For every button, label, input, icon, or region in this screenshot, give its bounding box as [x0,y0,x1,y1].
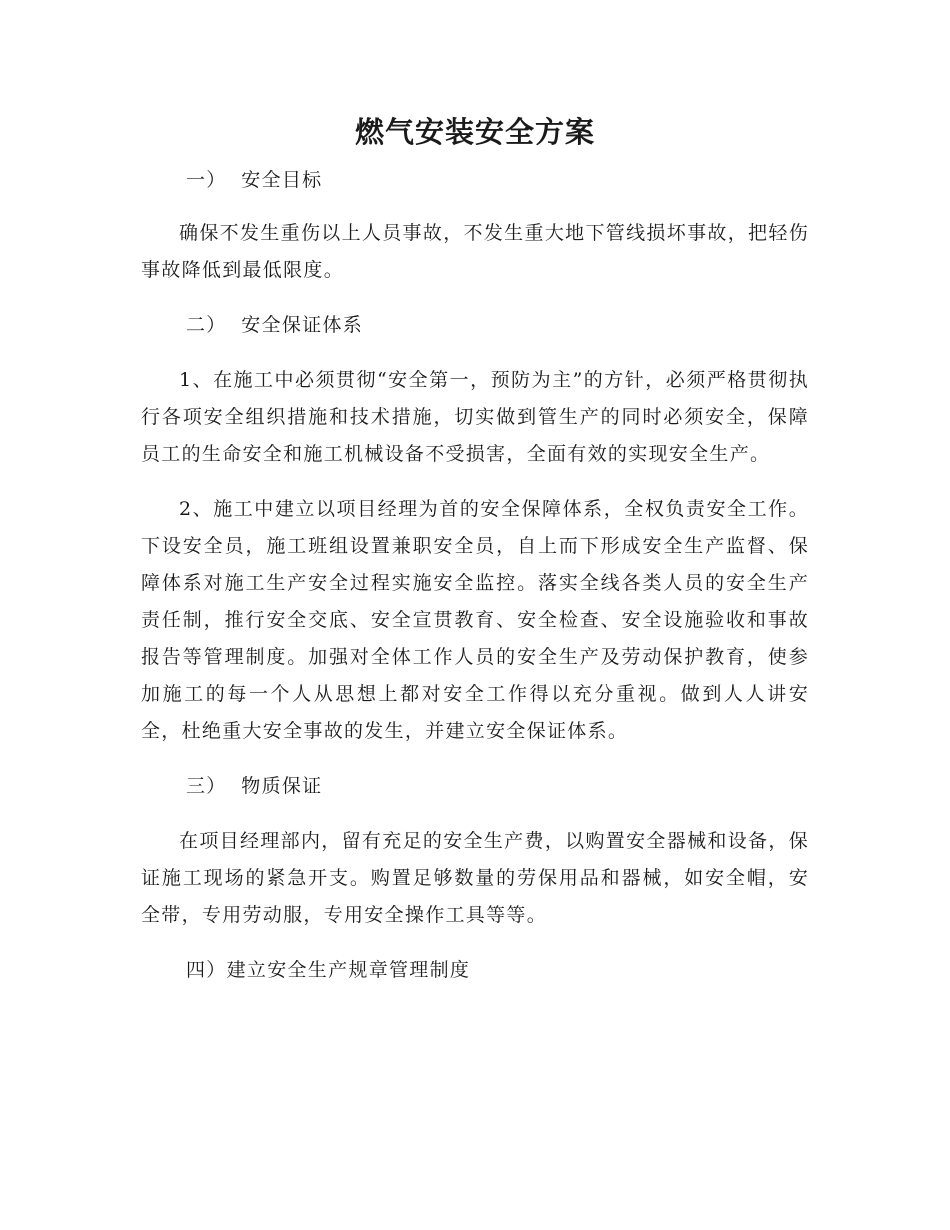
section-heading-material-guarantee: 三） 物质保证 [186,775,323,797]
paragraph-guarantee-1: 1、在施工中必须贯彻“安全第一，预防为主”的方针，必须严格贯彻执行各项安全组织措施和技术措施，切实做到管生产的同时必须安全，保障员工的生命安全和施工机械设备不受损害，全面有效的实现安全生产。 [141,369,809,465]
section-heading-safety-guarantee-system: 二） 安全保证体系 [186,314,364,336]
document-body [141,162,809,989]
paragraph-guarantee-2: 2、施工中建立以项目经理为首的安全保障体系，全权负责安全工作。下设安全员，施工班组设置兼职安全员，自上而下形成安全生产监督、保障体系对施工生产安全过程实施安全监控。落实全线各类人员的安全生产责任制，推行安全交底、安全宣贯教育、安全检查、安全设施验收和事故报告等管理制度。加强对全体工作人员的安全生产及劳动保护教育，使参加施工的每一个人从思想上都对安全工作得以充分重视。做到人人讲安全，杜绝重大安全事故的发生，并建立安全保证体系。 [141,498,809,742]
document-title: 燃气安装安全方案 [354,115,595,149]
section-heading-management-rules: 四）建立安全生产规章管理制度 [186,959,471,981]
paragraph-safety-goal: 确保不发生重伤以上人员事故，不发生重大地下管线损坏事故，把轻伤事故降低到最低限度。 [141,222,809,281]
paragraph-material-guarantee: 在项目经理部内，留有充足的安全生产费，以购置安全器械和设备，保证施工现场的紧急开支。购置足够数量的劳保用品和器械，如安全帽，安全带，专用劳动服，专用安全操作工具等等。 [141,830,809,926]
section-heading-safety-goal: 一） 安全目标 [186,169,323,191]
